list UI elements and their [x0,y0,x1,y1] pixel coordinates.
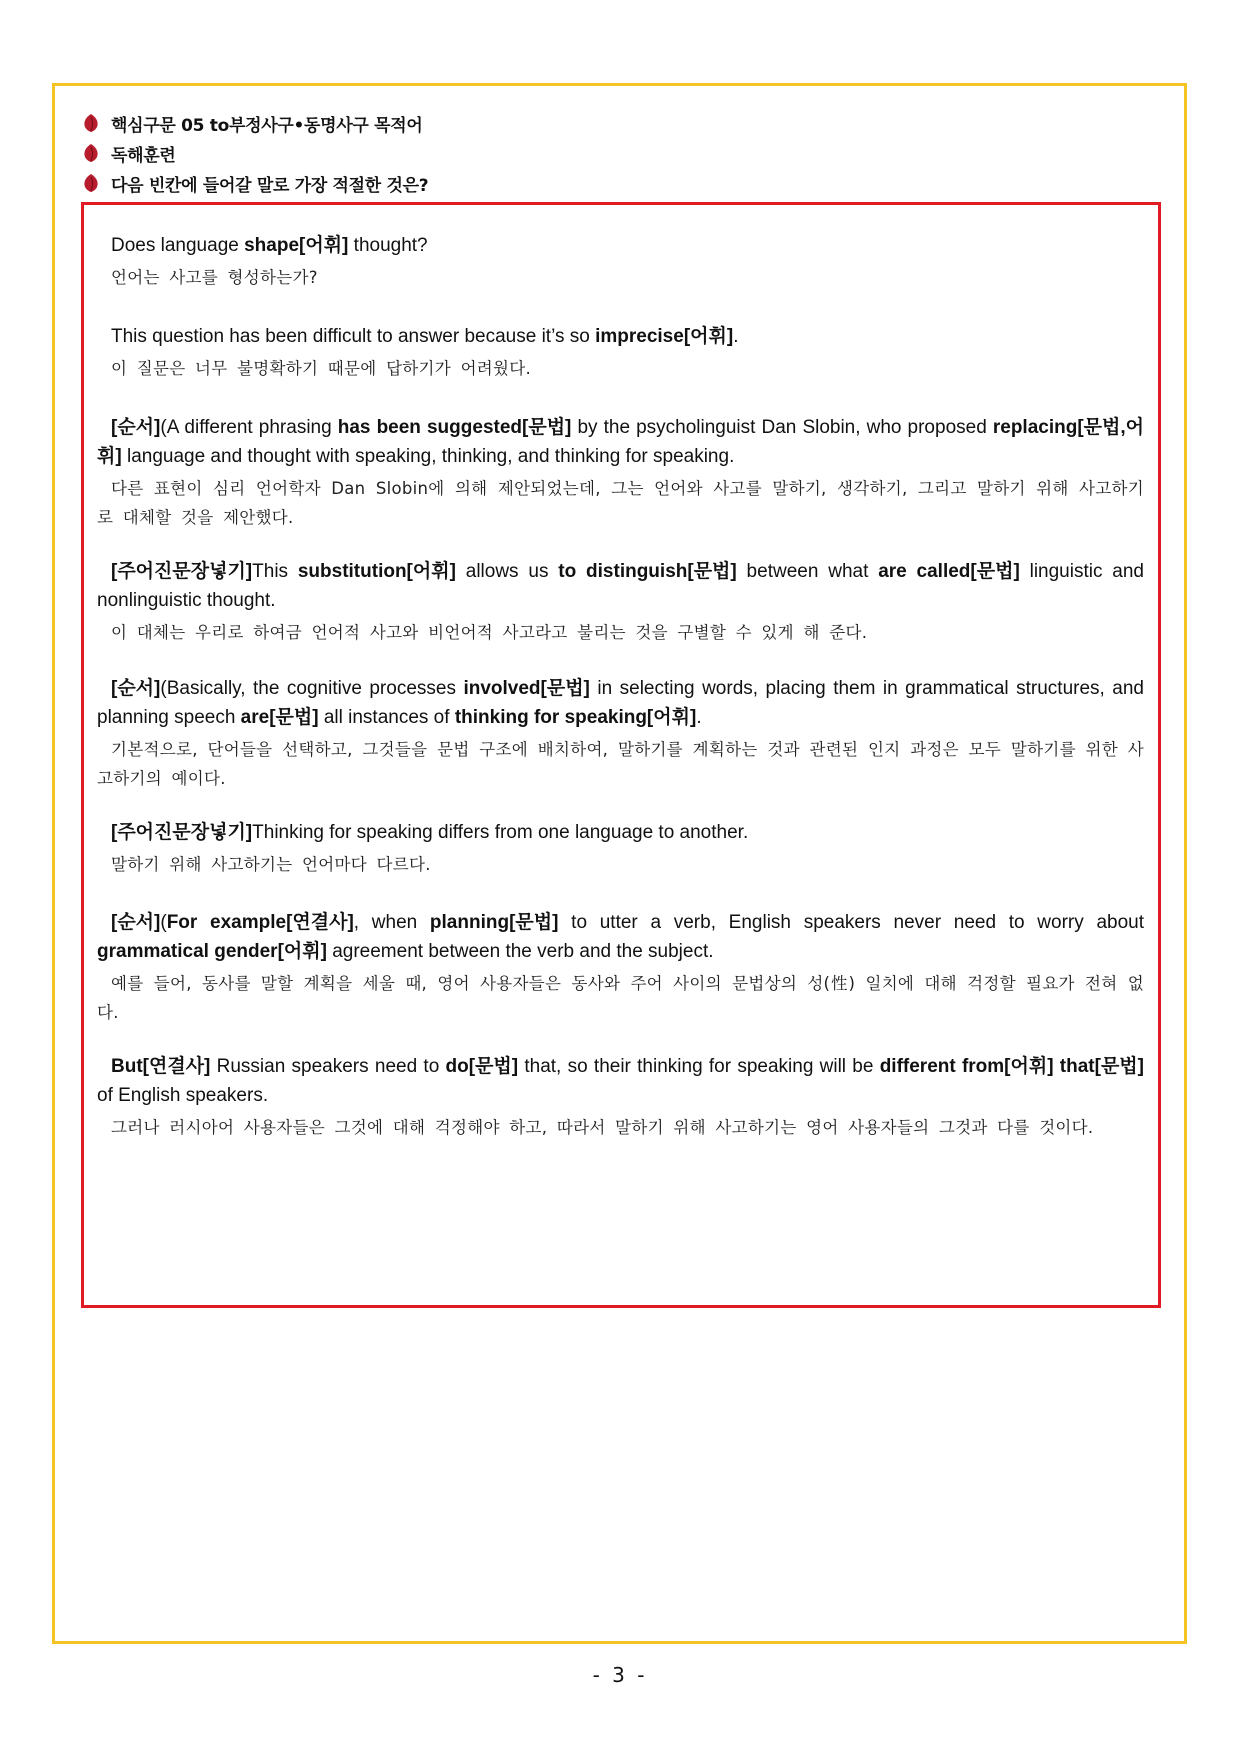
korean-translation: 예를 들어, 동사를 말할 계획을 세울 때, 영어 사용자들은 동사와 주어 사이의 문법상의 성(性) 일치에 대해 걱정할 필요가 전혀 없다. [97,974,1144,1022]
red-leaf-bullet-icon [83,143,99,163]
highlighted-term: [순서] [111,912,161,933]
red-leaf-bullet-icon [83,173,99,193]
highlighted-term: [주어진문장넣기] [111,561,253,582]
highlighted-term: replacing[문법,어휘] [97,417,1144,467]
highlighted-term: substitution[어휘] [297,561,456,582]
highlighted-term: are called[문법] [878,561,1020,582]
korean-translation: 이 질문은 너무 불명확하기 때문에 답하기가 어려웠다. [111,359,532,378]
highlighted-term: imprecise[어휘] [595,326,734,347]
passage-paragraph [97,413,1144,532]
korean-translation: 이 대체는 우리로 하여금 언어적 사고와 비언어적 사고라고 불리는 것을 구별할 수 있게 해 준다. [111,623,868,642]
english-sentence: [순서](For example[연결사], when planning[문법] to utter a verb, English speakers never need to worry about grammatical gender[어휘] agreement between the verb and the subject. [97,912,1144,962]
highlighted-term: do[문법] [445,1056,519,1077]
header-label: 핵심구문 05 to부정사구•동명사구 목적어 [111,115,423,136]
passage-paragraph [97,231,1144,292]
header-question [83,168,1143,198]
highlighted-term: But[연결사] [111,1056,211,1077]
highlighted-term: grammatical gender[어휘] [97,941,327,962]
passage-box [81,202,1161,1308]
korean-translation: 말하기 위해 사고하기는 언어마다 다르다. [111,855,431,874]
highlighted-term: are[문법] [240,707,319,728]
header-reading-training [83,138,1143,168]
english-sentence: [주어진문장넣기]Thinking for speaking differs from one language to another. [111,822,749,843]
passage-paragraph [97,818,1144,879]
highlighted-term: shape[어휘] [244,235,349,256]
highlighted-term: [주어진문장넣기] [111,822,253,843]
highlighted-term: planning[문법] [429,912,559,933]
english-sentence: [순서](A different phrasing has been suggested[문법] by the psycholinguist Dan Slobin, who proposed replacing[문법,어휘] language and thought with speaking, thinking, and thinking for speaking. [97,417,1144,467]
english-sentence: This question has been difficult to answer because it’s so imprecise[어휘]. [111,326,739,347]
header-label: 독해훈련 [111,145,176,166]
english-sentence: But[연결사] Russian speakers need to do[문법] that, so their thinking for speaking will be different from[어휘] that[문법] of English speakers. [97,1056,1144,1106]
passage-paragraph [97,674,1144,793]
english-sentence: Does language shape[어휘] thought? [111,235,428,256]
red-leaf-bullet-icon [83,113,99,133]
english-sentence: [주어진문장넣기]This substitution[어휘] allows us to distinguish[문법] between what are called[문법] linguistic and nonlinguistic thought. [97,561,1144,611]
passage-paragraph [97,557,1144,647]
highlighted-term: that[문법] [1059,1056,1144,1077]
english-sentence: [순서](Basically, the cognitive processes involved[문법] in selecting words, placing them in grammatical structures, and planning speech are[문법] all instances of thinking for speaking[어휘]. [97,678,1144,728]
passage-paragraph [97,908,1144,1027]
header-label: 다음 빈칸에 들어갈 말로 가장 적절한 것은? [111,175,429,196]
highlighted-term: has been suggested[문법] [337,417,572,438]
korean-translation: 언어는 사고를 형성하는가? [111,268,318,287]
passage-paragraph [97,1052,1144,1142]
page-number: - 3 - [592,1663,648,1687]
highlighted-term: involved[문법] [463,678,590,699]
korean-translation: 그러나 러시아어 사용자들은 그것에 대해 걱정해야 하고, 따라서 말하기 위해 사고하기는 영어 사용자들의 그것과 다를 것이다. [111,1118,1094,1137]
korean-translation: 다른 표현이 심리 언어학자 Dan Slobin에 의해 제안되었는데, 그는 언어와 사고를 말하기, 생각하기, 그리고 말하기 위해 사고하기로 대체할 것을 제안했다. [97,479,1144,527]
section-headers [83,108,1143,198]
highlighted-term: [순서] [111,678,161,699]
passage-paragraph [97,322,1144,383]
highlighted-term: different from[어휘] [879,1056,1054,1077]
highlighted-term: thinking for speaking[어휘] [454,707,697,728]
highlighted-term: to distinguish[문법] [558,561,737,582]
highlighted-term: For example[연결사] [166,912,354,933]
highlighted-term: [순서] [111,417,161,438]
header-core-syntax [83,108,1143,138]
korean-translation: 기본적으로, 단어들을 선택하고, 그것들을 문법 구조에 배치하여, 말하기를 계획하는 것과 관련된 인지 과정은 모두 말하기를 위한 사고하기의 예이다. [97,740,1144,788]
